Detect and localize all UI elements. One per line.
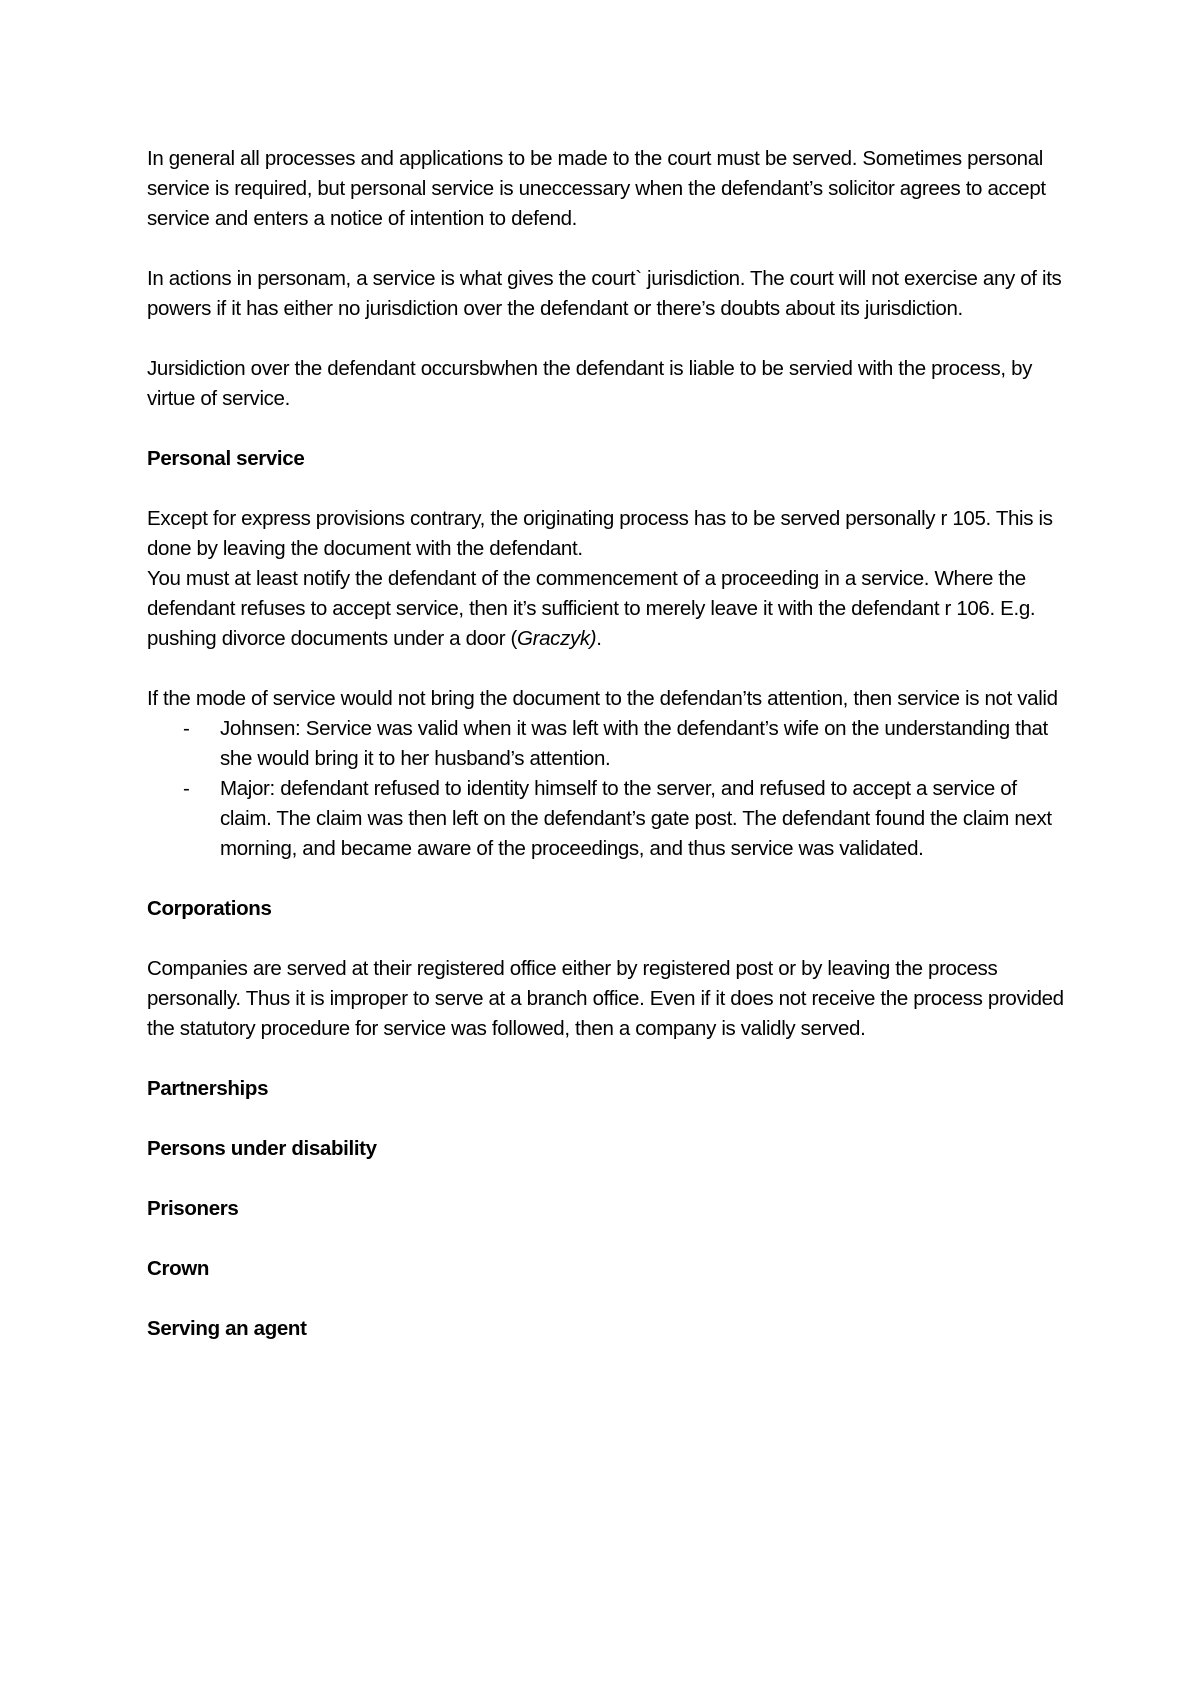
- bullet-dash: -: [183, 777, 190, 800]
- bullet-item-johnsen: [147, 714, 1067, 774]
- intro-paragraph-1: In general all processes and applications to be made to the court must be served. Sometimes personal service is required, but personal service is uneccessary when the defendant’s solicitor agrees to accept service and enters a notice of intention to defend.: [147, 147, 1046, 230]
- document-page: [147, 144, 1067, 1374]
- heading-prisoners: Prisoners: [147, 1197, 239, 1220]
- personal-service-paragraph-1: Except for express provisions contrary, the originating process has to be served personally r 105. This is done by leaving the document with the defendant.: [147, 507, 1053, 560]
- heading-persons-under-disability: Persons under disability: [147, 1137, 377, 1160]
- personal-service-paragraph-2-end: .: [596, 627, 602, 650]
- heading-corporations: Corporations: [147, 897, 272, 920]
- heading-serving-an-agent: Serving an agent: [147, 1317, 307, 1340]
- intro-paragraph-2: In actions in personam, a service is what gives the court` jurisdiction. The court will not exercise any of its powers if it has either no jurisdiction over the defendant or there’s doubts about its jurisdiction.: [147, 267, 1062, 320]
- bullet-text: Johnsen: Service was valid when it was left with the defendant’s wife on the understanding that she would bring it to her husband’s attention.: [220, 717, 1048, 770]
- bullet-text: Major: defendant refused to identity himself to the server, and refused to accept a service of claim. The claim was then left on the defendant’s gate post. The defendant found the claim next morning, and became aware of the proceedings, and thus service was validated.: [220, 777, 1052, 860]
- heading-partnerships: Partnerships: [147, 1077, 269, 1100]
- case-bullet-list: [147, 714, 1067, 864]
- personal-service-paragraph-2: [147, 564, 1067, 654]
- intro-paragraph-3: Jursidiction over the defendant occursbwhen the defendant is liable to be servied with the process, by virtue of service.: [147, 357, 1033, 410]
- heading-crown: Crown: [147, 1257, 210, 1280]
- bullet-item-major: [147, 774, 1067, 864]
- bullet-dash: -: [183, 717, 190, 740]
- personal-service-paragraph-3: If the mode of service would not bring the document to the defendan’ts attention, then service is not valid: [147, 687, 1058, 710]
- heading-personal-service: Personal service: [147, 447, 305, 470]
- corporations-paragraph: Companies are served at their registered office either by registered post or by leaving the process personally. Thus it is improper to serve at a branch office. Even if it does not receive the process provided the statutory procedure for service was followed, then a company is validly served.: [147, 957, 1064, 1040]
- case-name-graczyk: Graczyk): [517, 627, 597, 650]
- personal-service-paragraph-2-text: You must at least notify the defendant of the commencement of a proceeding in a service. Where the defendant refuses to accept service, then it’s sufficient to merely leave it with the defendant r 106. E.g. pushing divorce documents under a door (: [147, 567, 1036, 650]
